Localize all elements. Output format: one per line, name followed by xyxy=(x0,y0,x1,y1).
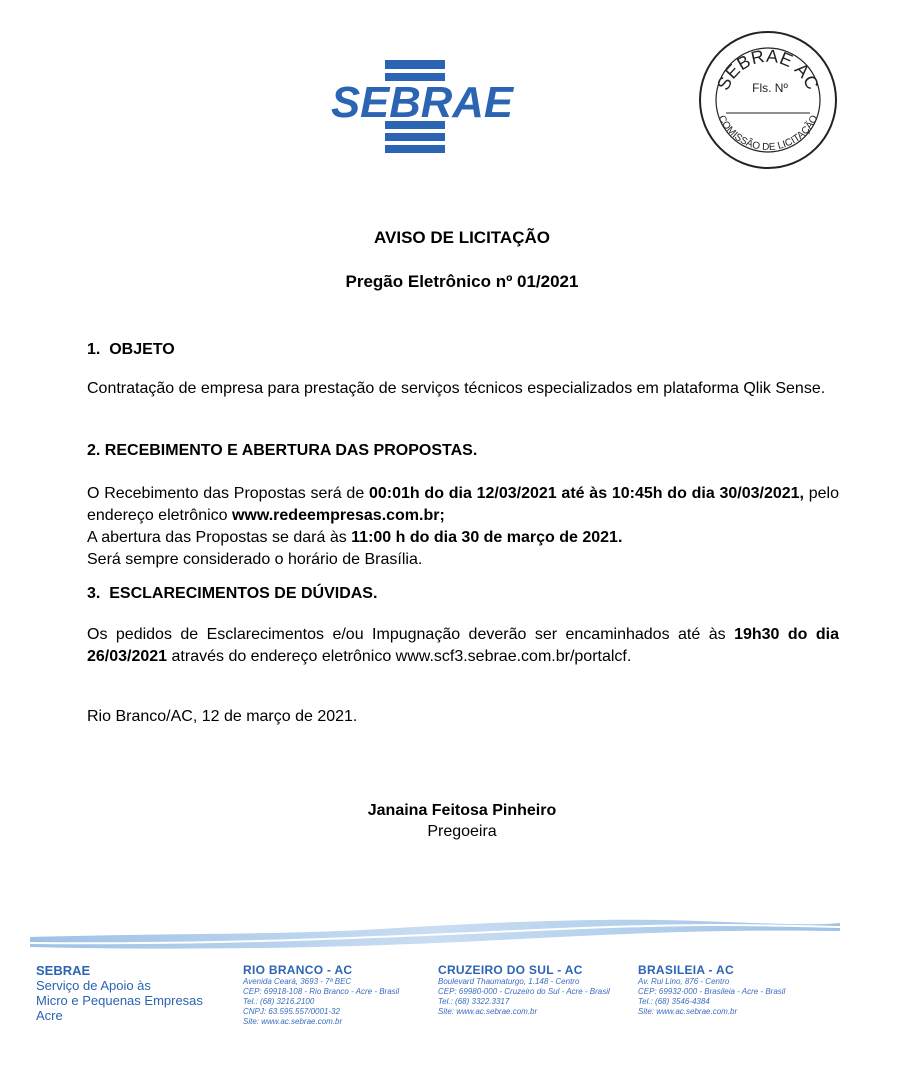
document-title: AVISO DE LICITAÇÃO xyxy=(374,228,550,247)
section-2-heading: 2. RECEBIMENTO E ABERTURA DAS PROPOSTAS. xyxy=(87,442,478,459)
section-2-bold-opening: 11:00 h do dia 30 de março de 2021. xyxy=(351,529,623,546)
footer-office-line: Tel.: (68) 3546-4384 xyxy=(638,997,710,1006)
section-3-text xyxy=(87,624,839,668)
licitacao-stamp xyxy=(698,30,838,170)
section-2-text: O Recebimento das Propostas será de xyxy=(87,485,369,502)
footer-office-title: RIO BRANCO - AC xyxy=(243,963,353,977)
section-3-number: 3. xyxy=(87,585,101,602)
footer-office-line: CEP: 69932-000 - Brasileia - Acre - Brasil xyxy=(638,987,786,996)
section-1-title: OBJETO xyxy=(109,341,175,358)
section-3-title: ESCLARECIMENTOS DE DÚVIDAS. xyxy=(109,585,378,602)
section-3-heading xyxy=(87,583,839,605)
section-3-text-c: através do endereço eletrônico www.scf3.sebrae.com.br/portalcf. xyxy=(167,648,632,665)
section-2-paragraph-1 xyxy=(87,483,839,527)
stamp-fls-label: Fls. Nº xyxy=(752,81,788,95)
section-2-url: www.redeempresas.com.br; xyxy=(231,507,445,524)
signature-role: Pregoeira xyxy=(427,823,497,840)
footer-org-line: Micro e Pequenas Empresas xyxy=(36,993,203,1008)
section-2-bold-dates: 00:01h do dia 12/03/2021 até às 10:45h do dia 30/03/2021, xyxy=(368,485,804,502)
footer-office-line: Site: www.ac.sebrae.com.br xyxy=(638,1007,738,1016)
section-1-text: Contratação de empresa para prestação de serviços técnicos especializados em plataforma Qlik Sense. xyxy=(87,380,826,397)
section-2-body xyxy=(87,483,839,571)
footer-org xyxy=(36,963,203,1023)
footer-office-line: Tel.: (68) 3322.3317 xyxy=(438,997,510,1006)
signature-name: Janaina Feitosa Pinheiro xyxy=(367,802,557,819)
footer-office-title: CRUZEIRO DO SUL - AC xyxy=(438,963,583,977)
footer-org-line: Acre xyxy=(36,1008,63,1023)
stamp-bottom-text: COMISSÃO DE LICITAÇÃO xyxy=(715,113,821,154)
section-2-paragraph-3: Será sempre considerado o horário de Brasília. xyxy=(87,551,423,568)
footer-office-cruzeiro-do-sul xyxy=(438,963,610,1017)
section-1-heading xyxy=(87,339,839,361)
svg-text:COMISSÃO DE LICITAÇÃO xyxy=(716,114,821,154)
stamp-top-text: SEBRAE AC xyxy=(713,45,823,94)
footer-office-line: Boulevard Thaumaturgo, 1.148 - Centro xyxy=(438,977,580,986)
footer-office-rio-branco xyxy=(243,963,399,1027)
footer-office-line: CNPJ: 63.595.557/0001-32 xyxy=(243,1007,340,1016)
sebrae-logo-text: SEBRAE xyxy=(331,78,515,127)
section-2-text: pelo endereço eletrônico xyxy=(87,485,840,524)
footer-office-line: Site: www.ac.sebrae.com.br xyxy=(438,1007,538,1016)
footer-office-line: Av. Rui Lino, 876 - Centro xyxy=(638,977,730,986)
footer-office-line: CEP: 69918-108 - Rio Branco - Acre - Brasil xyxy=(243,987,400,996)
footer-office-line: CEP: 69980-000 - Cruzeiro do Sul - Acre - Brasil xyxy=(438,987,610,996)
sebrae-logo xyxy=(330,60,515,160)
place-date: Rio Branco/AC, 12 de março de 2021. xyxy=(87,708,358,725)
section-3-text-a: Os pedidos de Esclarecimentos e/ou Impugnação deverão ser encaminhados até às xyxy=(87,626,735,643)
footer-office-title: BRASILEIA - AC xyxy=(638,963,734,977)
footer-office-line: Avenida Ceará, 3693 - 7ª BEC xyxy=(243,977,352,986)
footer-org-line: Serviço de Apoio às xyxy=(36,978,151,993)
footer xyxy=(0,963,900,1053)
footer-office-brasileia xyxy=(638,963,785,1017)
section-1-number: 1. xyxy=(87,341,101,358)
section-2-text: A abertura das Propostas se dará às xyxy=(87,529,352,546)
footer-office-line: Tel.: (68) 3216.2100 xyxy=(243,997,315,1006)
footer-wave xyxy=(0,895,900,965)
section-3-deadline: 19h30 do dia 26/03/2021 xyxy=(87,626,840,665)
footer-org-title: SEBRAE xyxy=(36,963,91,978)
section-2-paragraph-2 xyxy=(87,527,839,549)
footer-office-line: Site: www.ac.sebrae.com.br xyxy=(243,1017,343,1026)
document-subtitle: Pregão Eletrônico nº 01/2021 xyxy=(345,272,579,291)
